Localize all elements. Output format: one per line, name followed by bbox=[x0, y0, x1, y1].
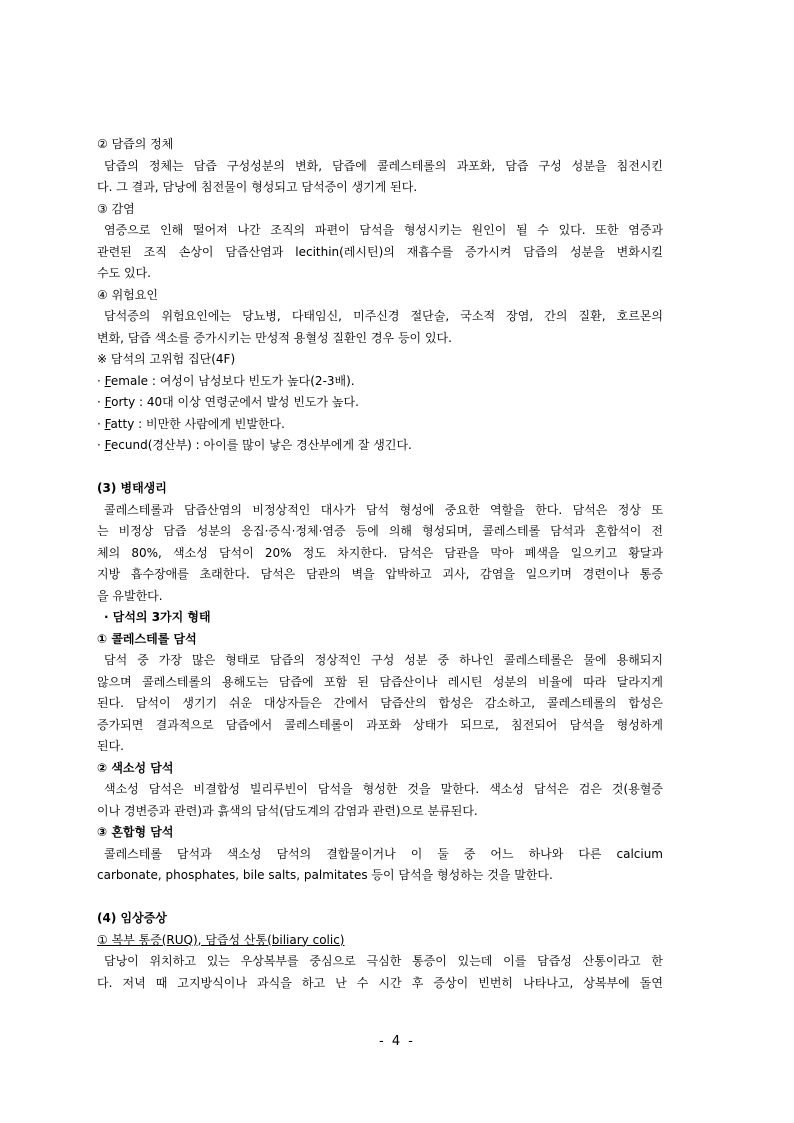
note-title: ※ 담석의 고위험 집단(4F) bbox=[97, 352, 236, 366]
initial-letter: F bbox=[104, 395, 112, 409]
initial-letter: F bbox=[104, 438, 111, 452]
document-page bbox=[97, 134, 663, 994]
initial-letter: F bbox=[104, 416, 111, 431]
section-heading: ④ 위험요인 bbox=[97, 287, 158, 302]
section-heading: ② 담즙의 정체 bbox=[97, 137, 174, 151]
subsection-heading: ① 복부 통증(RUQ), 담즙성 산통(biliary colic) bbox=[97, 932, 345, 947]
paragraph-line: 증가되면 결과적으로 담즙에서 콜레스테롤이 과포화 상태가 되므로, 침전되어 담석을 형성하게 bbox=[97, 717, 663, 732]
list-item-text: orty : 40대 이상 연령군에서 발성 빈도가 높다. bbox=[111, 395, 359, 409]
subsection-heading: ② 색소성 담석 bbox=[97, 760, 174, 775]
page-number: - 4 - bbox=[379, 1034, 415, 1049]
paragraph-line: 담즙의 정체는 담즙 구성성분의 변화, 담즙에 콜레스테롤의 과포화, 담즙 구성 성분을 침전시킨 bbox=[104, 158, 663, 173]
initial-letter: F bbox=[104, 373, 111, 388]
bullet: · bbox=[97, 416, 105, 431]
paragraph-line: 담석증의 위험요인에는 당뇨병, 다태임신, 미주신경 절단술, 국소적 장염, 간의 질환, 호르몬의 bbox=[104, 309, 663, 323]
bullet: · bbox=[97, 373, 105, 388]
paragraph-line: 지방 흡수장애를 초래한다. 담석은 담관의 벽을 압박하고 괴사, 감염을 일으키며 경련이나 통증 bbox=[97, 567, 663, 581]
section-heading: (4) 임상증상 bbox=[97, 911, 167, 925]
paragraph-line: 이나 경변증과 관련)과 흙색의 담석(담도계의 감염과 관련)으로 분류된다. bbox=[97, 803, 478, 818]
paragraph-line: 수도 있다. bbox=[97, 266, 151, 280]
paragraph-line: 다. 그 결과, 담낭에 침전물이 형성되고 담석증이 생기게 된다. bbox=[97, 180, 418, 194]
spacer bbox=[97, 457, 663, 479]
paragraph-line: 않으며 콜레스테롤의 용해도는 담즙에 포함 된 담즙산이나 레시틴 성분의 비율에 따라 달라지게 bbox=[97, 674, 663, 689]
paragraph-line: 관련된 조직 손상이 담즙산염과 lecithin(레시틴)의 재흡수를 증가시켜 담즙의 성분을 변화시킬 bbox=[97, 244, 663, 259]
paragraph-line: 담낭이 위치하고 있는 우상복부를 중심으로 극심한 통증이 있는데 이를 담즙성 산통이라고 한 bbox=[104, 954, 663, 968]
paragraph-line: 콜레스테롤 담석과 색소성 담석의 결합물이거나 이 둘 중 어느 하나와 다른 calcium bbox=[104, 846, 663, 861]
paragraph-line: 염증으로 인해 떨어져 나간 조직의 파편이 담석을 형성시키는 원인이 될 수 있다. 또한 염증과 bbox=[104, 223, 663, 237]
paragraph-line: carbonate, phosphates, bile salts, palmitates 등이 담석을 형성하는 것을 말한다. bbox=[97, 868, 553, 882]
subsection-heading: · 담석의 3가지 형태 bbox=[104, 610, 211, 624]
section-heading: ③ 감염 bbox=[97, 201, 135, 216]
paragraph-line: 된다. bbox=[97, 739, 124, 753]
list-item-text: atty : 비만한 사람에게 빈발한다. bbox=[110, 416, 285, 431]
bullet: · bbox=[97, 395, 105, 409]
section-heading: (3) 병태생리 bbox=[97, 481, 167, 495]
paragraph-line: 담석 중 가장 많은 형태로 담즙의 정상적인 구성 성분 중 하나인 콜레스테롤은 물에 용해되지 bbox=[104, 653, 663, 667]
list-item bbox=[97, 392, 663, 414]
paragraph-line: 체의 80%, 색소성 담석이 20% 정도 차지한다. 담석은 담관을 막아 폐색을 일으키고 황달과 bbox=[97, 545, 663, 560]
paragraph-line: 을 유발한다. bbox=[97, 588, 163, 603]
list-item bbox=[97, 371, 663, 393]
list-item bbox=[97, 414, 663, 436]
paragraph-line: 색소성 담석은 비결합성 빌리루빈이 담석을 형성한 것을 말한다. 색소성 담석은 검은 것(용혈증 bbox=[104, 782, 663, 796]
spacer bbox=[97, 887, 663, 909]
list-item bbox=[97, 435, 663, 457]
paragraph-line: 된다. 담석이 생기기 쉬운 대상자들은 간에서 담즙산의 합성은 감소하고, 콜레스테롤의 합성은 bbox=[97, 696, 663, 710]
paragraph-line: 콜레스테롤과 담즙산염의 비정상적인 대사가 담석 형성에 중요한 역할을 한다. 담석은 정상 또 bbox=[104, 502, 663, 517]
list-item-text: ecund(경산부) : 아이를 많이 낳은 경산부에게 잘 생긴다. bbox=[110, 438, 412, 452]
bullet: · bbox=[97, 438, 105, 452]
list-item-text: emale : 여성이 남성보다 빈도가 높다(2-3배). bbox=[110, 373, 355, 388]
paragraph-line: 변화, 담즙 색소를 증가시키는 만성적 용혈성 질환인 경우 등이 있다. bbox=[97, 330, 452, 345]
paragraph-line: 다. 저녁 때 고지방식이나 과식을 하고 난 수 시간 후 증상이 빈번히 나타나고, 상복부에 돌연 bbox=[97, 975, 663, 990]
subsection-heading: ① 콜레스테롤 담석 bbox=[97, 631, 197, 646]
paragraph-line: 는 비정상 담즙 성분의 응집·증식·정체·염증 등에 의해 형성되며, 콜레스테롤 담석과 혼합석이 전 bbox=[97, 524, 663, 538]
subsection-heading: ③ 혼합형 담석 bbox=[97, 825, 174, 839]
